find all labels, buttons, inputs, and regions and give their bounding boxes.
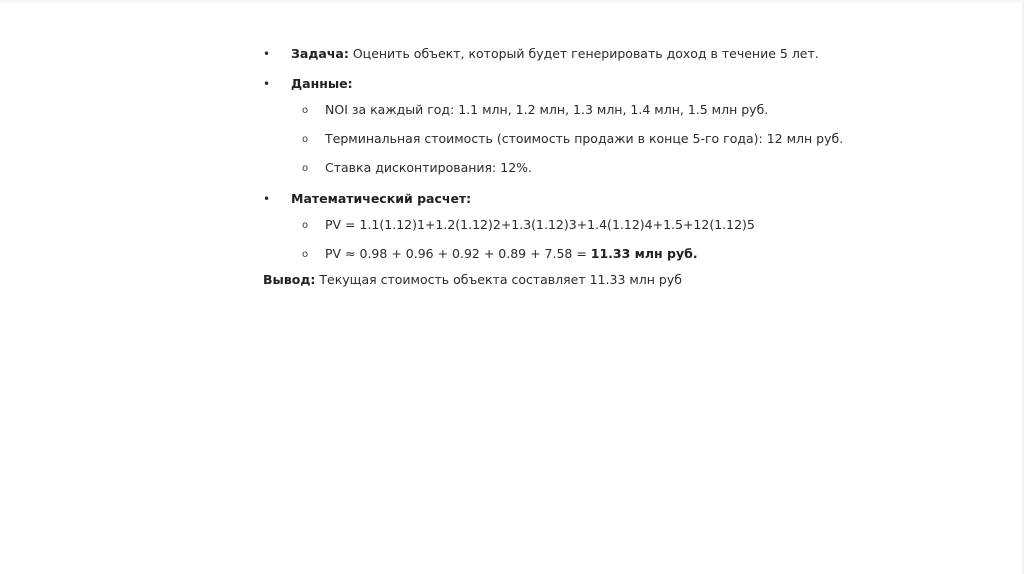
pv-result-calculation: PV ≈ 0.98 + 0.96 + 0.92 + 0.89 + 7.58 = [325,246,591,261]
conclusion-text: Текущая стоимость объекта составляет 11.33 млн руб [315,272,682,287]
sub-bullet-rate: o [302,163,309,174]
task-line [291,46,819,62]
pv-result-value: 11.33 млн руб. [590,246,698,261]
task-label: Задача: [291,46,349,61]
sub-bullet-noi: o [302,105,309,116]
sub-bullet-terminal: o [302,134,309,145]
data-heading [291,76,353,92]
data-item-rate: Ставка дисконтирования: 12%. [325,160,533,175]
bullet-math: • [263,192,271,206]
task-text: Оценить объект, который будет генерировать доход в течение 5 лет. [348,46,819,61]
math-label: Математический расчет: [291,191,472,206]
data-label: Данные: [291,76,353,91]
data-item-terminal: Терминальная стоимость (стоимость продажи в конце 5-го года): 12 млн руб. [325,131,844,146]
sub-bullet-formula: o [302,220,309,231]
bullet-task: • [263,47,271,61]
conclusion-label: Вывод: [263,272,316,287]
conclusion-line [263,272,682,288]
sub-bullet-result: o [302,249,309,260]
data-item-noi: NOI за каждый год: 1.1 млн, 1.2 млн, 1.3 млн, 1.4 млн, 1.5 млн руб. [325,102,769,117]
math-heading [291,191,471,207]
pv-result-line [325,246,698,262]
bullet-data: • [263,77,271,91]
pv-formula: PV = 1.1(1.12)1+1.2(1.12)2+1.3(1.12)3+1.4(1.12)4+1.5+12(1.12)5 [325,217,755,232]
